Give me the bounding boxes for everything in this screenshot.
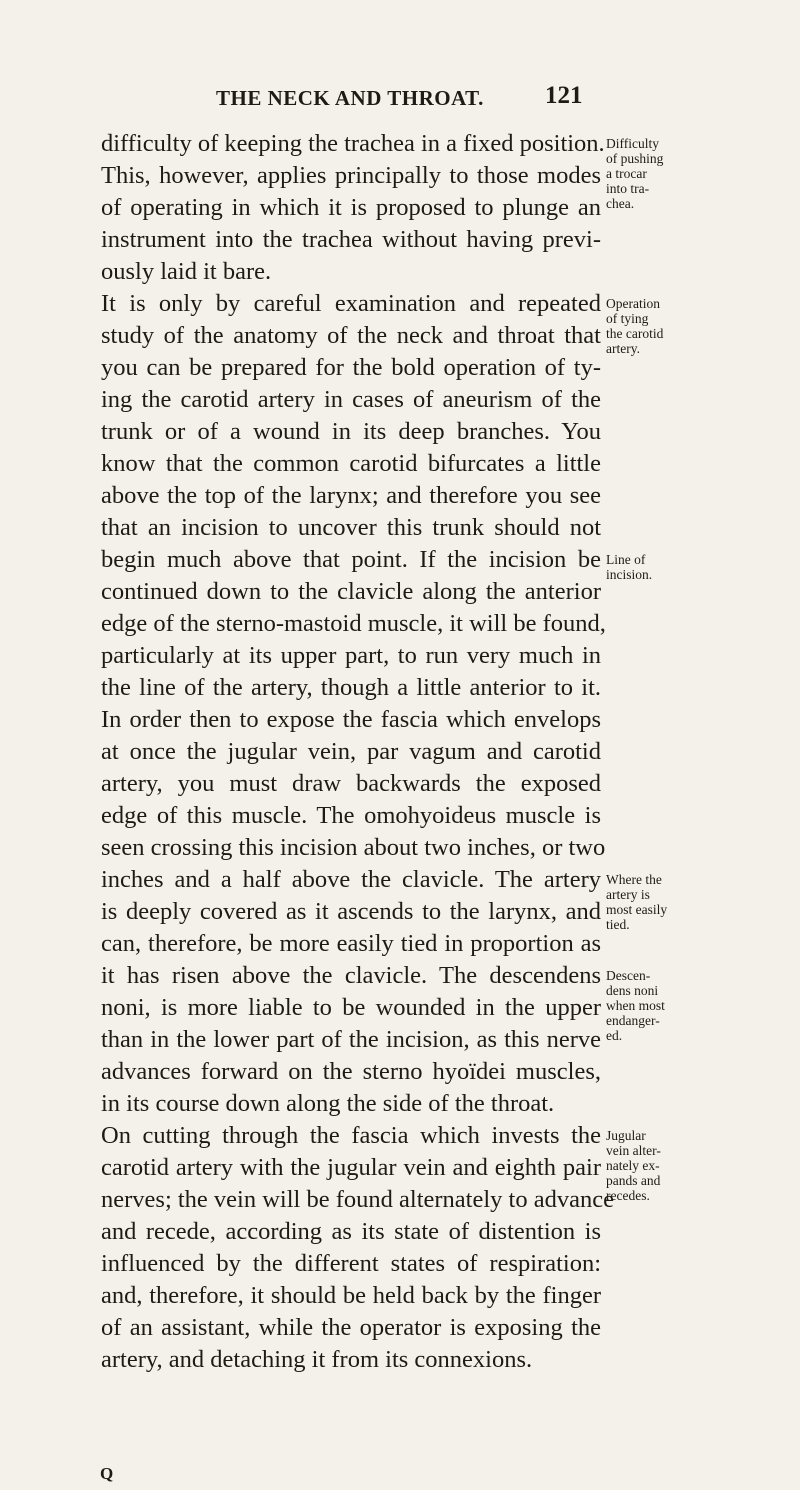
text-line: of an assistant, while the operator is exposing the [101, 1314, 601, 1341]
text-line: continued down to the clavicle along the anterior [101, 578, 601, 605]
text-line: advances forward on the sterno hyoïdei muscles, [101, 1058, 601, 1085]
running-head: THE NECK AND THROAT. [216, 86, 484, 110]
margin-note: Where the artery is most easily tied. [606, 872, 668, 932]
text-line: edge of this muscle. The omohyoideus muscle is [101, 802, 601, 829]
text-line: inches and a half above the clavicle. The artery [101, 866, 601, 893]
signature-mark: Q [100, 1464, 114, 1483]
text-line: begin much above that point. If the incision be [101, 546, 601, 573]
text-line: In order then to expose the fascia which envelops [101, 706, 601, 733]
margin-note: Jugular vein alter- nately ex- pands and recedes. [606, 1128, 661, 1203]
text-line: at once the jugular vein, par vagum and carotid [101, 738, 601, 765]
text-line: trunk or of a wound in its deep branches. You [101, 418, 601, 445]
text-line: artery, and detaching it from its connexions. [101, 1346, 533, 1373]
text-line: the line of the artery, though a little anterior to it. [101, 674, 601, 701]
page-header [0, 84, 800, 114]
margin-note: Difficulty of pushing a trocar into tra- chea. [606, 136, 664, 211]
text-line: it has risen above the clavicle. The descendens [101, 962, 601, 989]
text-line: in its course down along the side of the throat. [101, 1090, 555, 1117]
text-line: edge of the sterno-mastoid muscle, it will be found, [101, 610, 606, 637]
text-line: know that the common carotid bifurcates a little [101, 450, 601, 477]
text-line: influenced by the different states of respiration: [101, 1250, 601, 1277]
text-line: of operating in which it is proposed to plunge an [101, 194, 601, 221]
text-line: noni, is more liable to be wounded in the upper [101, 994, 601, 1021]
text-line: study of the anatomy of the neck and throat that [101, 322, 601, 349]
margin-note: Operation of tying the carotid artery. [606, 296, 664, 356]
text-line: carotid artery with the jugular vein and eighth pair [101, 1154, 601, 1181]
page-number: 121 [545, 82, 583, 109]
text-line: ing the carotid artery in cases of aneurism of the [101, 386, 601, 413]
text-line: and recede, according as its state of distention is [101, 1218, 601, 1245]
text-line: and, therefore, it should be held back by the finger [101, 1282, 601, 1309]
text-line: particularly at its upper part, to run very much in [101, 642, 601, 669]
text-line: ously laid it bare. [101, 258, 272, 285]
text-line: It is only by careful examination and repeated [101, 290, 601, 317]
text-line: This, however, applies principally to those modes [101, 162, 601, 189]
text-line: difficulty of keeping the trachea in a fixed position. [101, 130, 605, 157]
text-line: can, therefore, be more easily tied in proportion as [101, 930, 601, 957]
text-line: than in the lower part of the incision, as this nerve [101, 1026, 601, 1053]
text-line: nerves; the vein will be found alternately to advance [101, 1186, 614, 1213]
margin-note: Descen- dens noni when most endanger- ed. [606, 968, 665, 1043]
margin-note: Line of incision. [606, 552, 653, 582]
text-line: above the top of the larynx; and therefore you see [101, 482, 601, 509]
text-line: that an incision to uncover this trunk should not [101, 514, 601, 541]
text-line: you can be prepared for the bold operation of ty- [101, 354, 601, 381]
text-line: instrument into the trachea without having previ- [101, 226, 601, 253]
text-line: is deeply covered as it ascends to the larynx, and [101, 898, 601, 925]
text-line: On cutting through the fascia which invests the [101, 1122, 601, 1149]
text-line: artery, you must draw backwards the exposed [101, 770, 601, 797]
text-line: seen crossing this incision about two inches, or two [101, 834, 606, 861]
